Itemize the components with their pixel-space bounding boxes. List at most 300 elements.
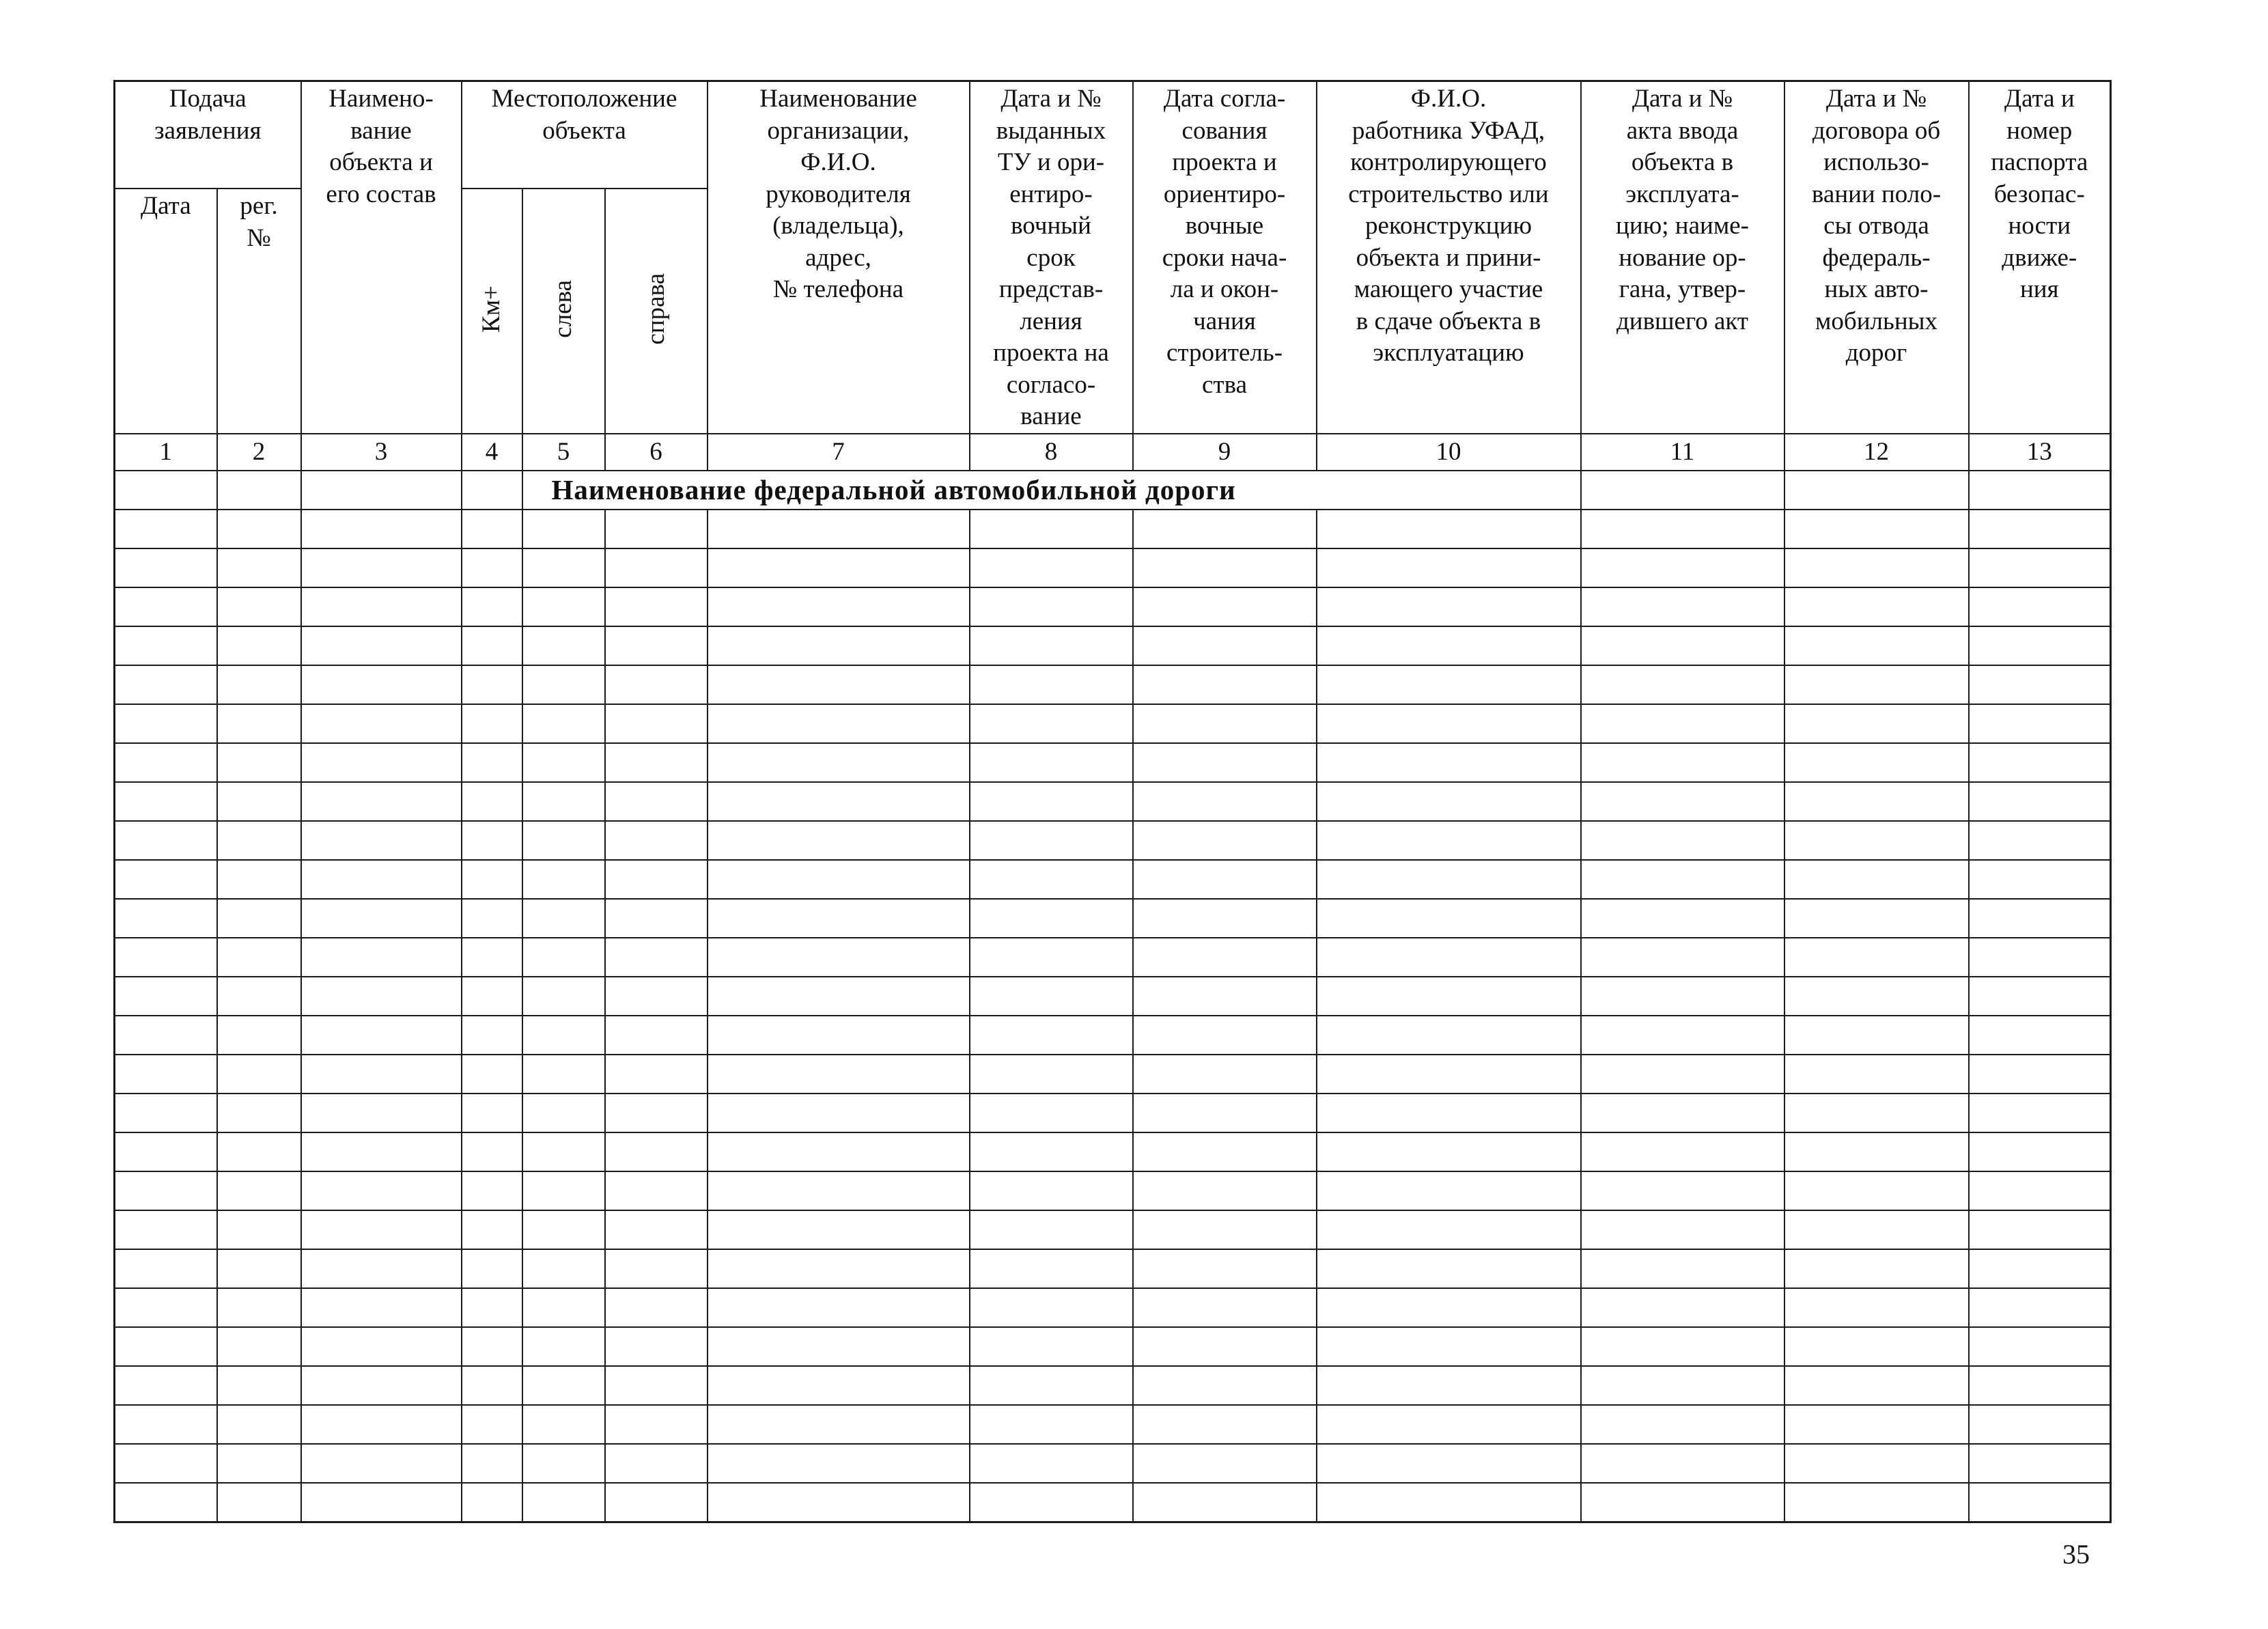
table-cell	[1969, 743, 2111, 782]
table-cell	[1133, 1483, 1317, 1522]
table-cell	[1969, 1288, 2111, 1327]
table-cell	[970, 548, 1133, 587]
header-line: Наименование	[759, 85, 917, 113]
table-cell	[1133, 821, 1317, 860]
table-cell	[217, 1210, 301, 1249]
table-cell	[217, 1405, 301, 1444]
table-cell	[115, 1094, 217, 1132]
table-cell	[115, 899, 217, 938]
table-cell	[1581, 1094, 1784, 1132]
table-cell	[462, 548, 522, 587]
table-cell	[1784, 1288, 1969, 1327]
table-cell	[1317, 1327, 1581, 1366]
table-cell	[1784, 1366, 1969, 1405]
table-cell	[1969, 1444, 2111, 1483]
table-cell	[1317, 510, 1581, 548]
table-cell	[1969, 548, 2111, 587]
table-cell	[1969, 1055, 2111, 1094]
table-row	[115, 1444, 2111, 1483]
table-cell	[301, 665, 462, 704]
table-cell	[1581, 626, 1784, 665]
header-line: Дата и №	[1825, 85, 1927, 113]
table-cell	[217, 1288, 301, 1327]
header-line: Дата и №	[1632, 85, 1733, 113]
table-cell	[115, 665, 217, 704]
table-cell	[522, 899, 605, 938]
header-line: движе-	[2002, 243, 2077, 272]
table-cell	[1317, 821, 1581, 860]
table-cell	[301, 1016, 462, 1055]
table-cell	[301, 1094, 462, 1132]
table-cell	[1969, 626, 2111, 665]
table-cell	[1784, 1210, 1969, 1249]
table-cell	[1784, 821, 1969, 860]
table-cell	[217, 938, 301, 977]
table-cell	[522, 743, 605, 782]
header-application-text: Подача заявления	[154, 85, 262, 145]
header-organization	[708, 81, 970, 434]
table-cell	[462, 587, 522, 626]
table-cell	[970, 1016, 1133, 1055]
table-cell	[970, 587, 1133, 626]
table-cell	[115, 977, 217, 1016]
column-number: 12	[1784, 434, 1969, 471]
table-cell	[1581, 510, 1784, 548]
table-cell	[301, 587, 462, 626]
table-cell	[1969, 782, 2111, 821]
table-cell	[708, 821, 970, 860]
table-cell	[1317, 1132, 1581, 1171]
table-cell	[970, 860, 1133, 899]
header-line: сроки нача-	[1162, 243, 1287, 272]
table-cell	[1581, 1288, 1784, 1327]
table-cell	[522, 548, 605, 587]
table-cell	[1784, 1055, 1969, 1094]
header-line: Дата согла-	[1163, 85, 1286, 113]
header-application-group	[115, 81, 301, 189]
table-cell	[605, 1249, 708, 1288]
table-cell	[605, 626, 708, 665]
header-line: организации,	[767, 116, 910, 145]
table-cell	[708, 1094, 970, 1132]
table-cell	[1317, 548, 1581, 587]
table-cell	[217, 1171, 301, 1210]
table-cell	[1784, 938, 1969, 977]
table-cell	[522, 665, 605, 704]
table-cell	[605, 1483, 708, 1522]
table-cell	[115, 1249, 217, 1288]
table-cell	[522, 821, 605, 860]
table-cell	[1784, 626, 1969, 665]
table-cell	[1784, 665, 1969, 704]
table-cell	[1969, 587, 2111, 626]
table-cell	[462, 1249, 522, 1288]
table-cell	[301, 1249, 462, 1288]
table-cell	[1317, 743, 1581, 782]
table-cell	[1133, 1210, 1317, 1249]
header-date	[115, 189, 217, 433]
table-cell	[217, 626, 301, 665]
table-cell	[301, 821, 462, 860]
table-row	[115, 626, 2111, 665]
table-cell	[115, 1405, 217, 1444]
header-left	[522, 189, 605, 433]
table-cell	[462, 860, 522, 899]
column-number: 9	[1133, 434, 1317, 471]
table-cell	[115, 1444, 217, 1483]
table-cell	[115, 1210, 217, 1249]
header-line: представ-	[998, 275, 1104, 303]
header-line: ления	[1020, 307, 1082, 335]
column-number: 4	[462, 434, 522, 471]
table-cell	[1133, 548, 1317, 587]
table-cell	[1969, 821, 2111, 860]
table-cell	[1317, 1366, 1581, 1405]
table-cell	[115, 587, 217, 626]
header-line: вочный	[1011, 212, 1091, 240]
table-cell	[708, 1405, 970, 1444]
table-cell	[1317, 1016, 1581, 1055]
table-cell	[1133, 782, 1317, 821]
table-cell	[970, 704, 1133, 743]
table-cell	[301, 626, 462, 665]
header-line: Дата и №	[1000, 85, 1102, 113]
table-cell	[217, 704, 301, 743]
table-cell	[605, 1366, 708, 1405]
table-cell	[1133, 510, 1317, 548]
table-cell	[1133, 1366, 1317, 1405]
table-cell	[1581, 1249, 1784, 1288]
table-cell	[605, 1327, 708, 1366]
table-cell	[522, 860, 605, 899]
header-line: дившего акт	[1616, 307, 1749, 335]
table-cell	[605, 704, 708, 743]
header-line: дорог	[1845, 339, 1907, 367]
header-act	[1581, 81, 1784, 434]
table-cell	[217, 1366, 301, 1405]
table-cell	[301, 782, 462, 821]
table-row	[115, 938, 2111, 977]
table-cell	[605, 1210, 708, 1249]
table-cell	[1581, 782, 1784, 821]
header-ufad	[1317, 81, 1581, 434]
table-cell	[708, 1444, 970, 1483]
header-line: объекта и	[329, 148, 433, 176]
table-cell	[605, 1055, 708, 1094]
table-cell	[1784, 1483, 1969, 1522]
table-cell	[708, 1132, 970, 1171]
table-cell	[1581, 743, 1784, 782]
column-number: 3	[301, 434, 462, 471]
table-cell	[301, 899, 462, 938]
table-cell	[1969, 1132, 2111, 1171]
table-cell	[1133, 1444, 1317, 1483]
road-cell-11	[1581, 471, 1784, 510]
table-cell	[462, 510, 522, 548]
table-cell	[970, 1288, 1133, 1327]
table-cell	[708, 1483, 970, 1522]
table-row	[115, 1405, 2111, 1444]
table-cell	[462, 938, 522, 977]
table-row	[115, 510, 2111, 548]
table-cell	[217, 899, 301, 938]
table-cell	[970, 1405, 1133, 1444]
table-cell	[605, 1094, 708, 1132]
table-cell	[217, 510, 301, 548]
table-cell	[217, 1055, 301, 1094]
table-cell	[1969, 1366, 2111, 1405]
table-cell	[115, 510, 217, 548]
table-cell	[301, 743, 462, 782]
table-cell	[1784, 510, 1969, 548]
table-cell	[708, 1210, 970, 1249]
header-line: рег.	[240, 192, 278, 221]
table-cell	[970, 1483, 1133, 1522]
table-row	[115, 782, 2111, 821]
column-number: 13	[1969, 434, 2111, 471]
table-cell	[1317, 1171, 1581, 1210]
table-row	[115, 743, 2111, 782]
table-cell	[970, 977, 1133, 1016]
table-cell	[115, 1171, 217, 1210]
header-line: согласо-	[1006, 370, 1096, 399]
table-cell	[1969, 1405, 2111, 1444]
table-cell	[1969, 510, 2111, 548]
table-cell	[115, 821, 217, 860]
table-cell	[1581, 1016, 1784, 1055]
header-line: договора об	[1812, 116, 1941, 145]
table-cell	[708, 1288, 970, 1327]
table-cell	[1317, 1055, 1581, 1094]
table-cell	[301, 1288, 462, 1327]
road-cell-4	[462, 471, 522, 510]
table-cell	[1969, 1327, 2111, 1366]
table-row	[115, 821, 2111, 860]
table-cell	[462, 1405, 522, 1444]
table-cell	[301, 977, 462, 1016]
table-row	[115, 977, 2111, 1016]
road-cell-12	[1784, 471, 1969, 510]
table-cell	[301, 704, 462, 743]
table-cell	[605, 821, 708, 860]
header-line: проекта на	[993, 339, 1109, 367]
table-cell	[708, 1016, 970, 1055]
table-cell	[1784, 1444, 1969, 1483]
table-cell	[605, 548, 708, 587]
table-cell	[1317, 1483, 1581, 1522]
table-cell	[605, 1444, 708, 1483]
table-cell	[522, 1210, 605, 1249]
table-cell	[301, 1055, 462, 1094]
table-cell	[708, 899, 970, 938]
table-cell	[605, 938, 708, 977]
table-cell	[217, 1483, 301, 1522]
table-cell	[1133, 1288, 1317, 1327]
header-line: реконструкцию	[1364, 212, 1532, 240]
header-contract	[1784, 81, 1969, 434]
table-cell	[1784, 1171, 1969, 1210]
table-cell	[1969, 1483, 2111, 1522]
table-cell	[1133, 1016, 1317, 1055]
table-cell	[1133, 860, 1317, 899]
header-line: ства	[1202, 370, 1247, 399]
header-line: Ф.И.О.	[1410, 85, 1487, 113]
table-cell	[462, 1483, 522, 1522]
table-cell	[605, 1288, 708, 1327]
table-cell	[522, 704, 605, 743]
page-number: 35	[2062, 1539, 2090, 1570]
table-cell	[970, 1444, 1133, 1483]
table-cell	[1317, 665, 1581, 704]
header-line: сования	[1181, 116, 1268, 145]
table-cell	[462, 1171, 522, 1210]
road-name-title: Наименование федеральной автомобильной дороги	[522, 471, 1581, 510]
header-line: объекта в	[1631, 148, 1734, 176]
table-cell	[115, 1483, 217, 1522]
table-cell	[1784, 548, 1969, 587]
header-line: проекта и	[1172, 148, 1277, 176]
table-cell	[1581, 1483, 1784, 1522]
header-line: адрес,	[805, 243, 871, 272]
table-cell	[605, 743, 708, 782]
header-date-text: Дата	[140, 192, 191, 221]
header-left-text: слева	[549, 280, 577, 339]
header-line: строительство или	[1348, 180, 1549, 208]
header-line: его состав	[326, 180, 436, 208]
table-cell	[1581, 1210, 1784, 1249]
table-cell	[970, 938, 1133, 977]
table-cell	[217, 1444, 301, 1483]
header-line: эксплуата-	[1625, 180, 1739, 208]
table-cell	[217, 665, 301, 704]
table-cell	[217, 1016, 301, 1055]
column-number: 11	[1581, 434, 1784, 471]
table-cell	[522, 1366, 605, 1405]
table-cell	[522, 1327, 605, 1366]
table-cell	[115, 743, 217, 782]
table-cell	[1581, 587, 1784, 626]
table-cell	[605, 510, 708, 548]
table-cell	[1317, 587, 1581, 626]
table-cell	[1581, 548, 1784, 587]
header-tu	[970, 81, 1133, 434]
table-cell	[301, 1132, 462, 1171]
header-location-group	[462, 81, 708, 189]
table-cell	[708, 587, 970, 626]
table-cell	[970, 1210, 1133, 1249]
table-row	[115, 1327, 2111, 1366]
header-line: ТУ и ори-	[997, 148, 1105, 176]
table-cell	[970, 1094, 1133, 1132]
table-cell	[115, 548, 217, 587]
table-cell	[462, 1016, 522, 1055]
table-cell	[462, 1055, 522, 1094]
table-cell	[1784, 1016, 1969, 1055]
header-line: гана, утвер-	[1619, 275, 1746, 303]
table-cell	[1133, 1171, 1317, 1210]
table-cell	[970, 821, 1133, 860]
table-cell	[605, 587, 708, 626]
table-cell	[217, 860, 301, 899]
header-line: вании поло-	[1811, 180, 1942, 208]
table-cell	[970, 1171, 1133, 1210]
table-cell	[1133, 704, 1317, 743]
table-cell	[462, 1327, 522, 1366]
table-cell	[1969, 860, 2111, 899]
table-cell	[115, 1327, 217, 1366]
column-number: 8	[970, 434, 1133, 471]
header-line: ных авто-	[1824, 275, 1929, 303]
table-cell	[1969, 1249, 2111, 1288]
table-cell	[1969, 938, 2111, 977]
table-cell	[605, 1405, 708, 1444]
table-cell	[462, 899, 522, 938]
table-cell	[1317, 1094, 1581, 1132]
table-cell	[301, 1483, 462, 1522]
table-cell	[1581, 1055, 1784, 1094]
header-line: (владельца),	[772, 212, 904, 240]
table-cell	[605, 1132, 708, 1171]
table-cell	[1784, 782, 1969, 821]
header-line: вание	[350, 116, 412, 145]
header-line: строитель-	[1166, 339, 1283, 367]
table-cell	[1784, 743, 1969, 782]
table-row	[115, 704, 2111, 743]
table-cell	[1133, 1405, 1317, 1444]
table-cell	[1317, 860, 1581, 899]
table-cell	[301, 1366, 462, 1405]
table-cell	[1969, 704, 2111, 743]
table-cell	[462, 1210, 522, 1249]
table-cell	[522, 1444, 605, 1483]
header-line: нование ор-	[1619, 243, 1746, 272]
table-cell	[522, 1483, 605, 1522]
table-cell	[462, 782, 522, 821]
header-line: мающего участие	[1354, 275, 1543, 303]
table-cell	[301, 1444, 462, 1483]
table-cell	[1133, 1327, 1317, 1366]
header-line: Ф.И.О.	[800, 148, 876, 176]
table-cell	[217, 1094, 301, 1132]
table-cell	[1317, 1210, 1581, 1249]
header-approval	[1133, 81, 1317, 434]
column-number-row	[115, 434, 2111, 471]
table-cell	[708, 1055, 970, 1094]
table-cell	[115, 1366, 217, 1405]
table-cell	[301, 860, 462, 899]
table-cell	[1581, 665, 1784, 704]
table-cell	[1133, 899, 1317, 938]
table-cell	[1133, 938, 1317, 977]
header-line: объекта и прини-	[1356, 243, 1541, 272]
table-cell	[522, 1249, 605, 1288]
table-cell	[462, 821, 522, 860]
table-cell	[1317, 782, 1581, 821]
table-cell	[301, 938, 462, 977]
header-line: Дата и	[2004, 85, 2075, 113]
table-cell	[605, 665, 708, 704]
table-row	[115, 1055, 2111, 1094]
table-cell	[462, 977, 522, 1016]
table-cell	[1581, 1444, 1784, 1483]
header-line: руководителя	[766, 180, 911, 208]
table-cell	[708, 743, 970, 782]
table-cell	[217, 1249, 301, 1288]
table-cell	[301, 548, 462, 587]
header-line: работника УФАД,	[1352, 116, 1545, 145]
table-cell	[217, 587, 301, 626]
table-cell	[1784, 1405, 1969, 1444]
